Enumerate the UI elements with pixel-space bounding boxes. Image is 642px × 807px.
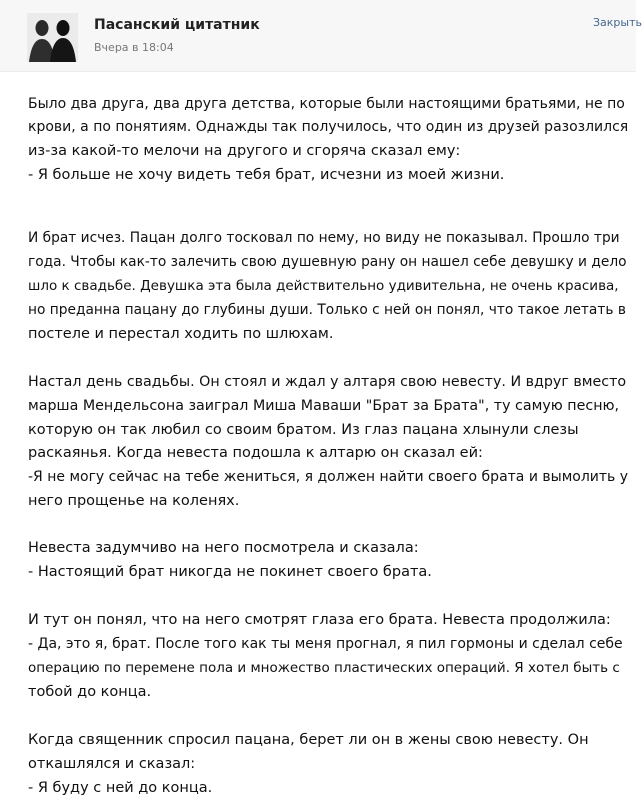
post-line: марша Мендельсона заиграл Миша Маваши "Брат за Брата", ту самую песню, [28, 398, 620, 414]
post-line: - Я буду с ней до конца. [28, 780, 213, 796]
group-name-link[interactable]: Пасанский цитатник [94, 17, 260, 33]
post-header [0, 0, 642, 72]
post-line: - Настоящий брат никогда не покинет своего брата. [28, 564, 432, 580]
post-timestamp[interactable]: Вчера в 18:04 [94, 41, 174, 54]
post-line: но преданна пацану до глубины души. Только с ней он понял, что такое летать в [28, 302, 626, 318]
post-line: тобой до конца. [28, 684, 152, 700]
post-line: шло к свадьбе. Девушка эта была действительно удивительна, не очень красива, [28, 278, 619, 294]
post-line: -Я не могу сейчас на тебе жениться, я должен найти своего брата и вымолить у [28, 469, 629, 485]
close-link[interactable]: Закрыть [593, 16, 642, 29]
avatar-figures-icon [27, 13, 78, 62]
post-line: постеле и перестал ходить по шлюхам. [28, 326, 334, 342]
post-line: - Да, это я, брат. После того как ты меня прогнал, я пил гормоны и сделал себе [28, 636, 623, 652]
post-line: И брат исчез. Пацан долго тосковал по нему, но виду не показывал. Прошло три [28, 230, 620, 246]
post-line: операцию по перемене пола и множество пластических операций. Я хотел быть с [28, 660, 620, 676]
post-line: из-за какой-то мелочи на другого и сгоряча сказал ему: [28, 143, 461, 159]
post-line: Настал день свадьбы. Он стоял и ждал у алтаря свою невесту. И вдруг вместо [28, 374, 627, 390]
post-line: которую он так любил со своим братом. Из глаз пацана хлынули слезы [28, 422, 579, 438]
post-line: откашлялся и сказал: [28, 756, 196, 772]
post-line: Когда священник спросил пацана, берет ли он в жены свою невесту. Он [28, 732, 589, 748]
post-line: Невеста задумчиво на него посмотрела и сказала: [28, 540, 419, 556]
post-line: Было два друга, два друга детства, которые были настоящими братьями, не по [28, 96, 625, 112]
post-line: крови, а по понятиям. Однажды так получилось, что один из друзей разозлился [28, 119, 629, 135]
group-avatar[interactable] [27, 13, 78, 62]
post-line: него прощенье на коленях. [28, 493, 240, 509]
post-line: - Я больше не хочу видеть тебя брат, исчезни из моей жизни. [28, 167, 505, 183]
post-line: раскаянья. Когда невеста подошла к алтарю он сказал ей: [28, 445, 483, 461]
post-line: года. Чтобы как-то залечить свою душевную рану он нашел себе девушку и дело [28, 254, 627, 270]
post-line: И тут он понял, что на него смотрят глаза его брата. Невеста продолжила: [28, 612, 611, 628]
